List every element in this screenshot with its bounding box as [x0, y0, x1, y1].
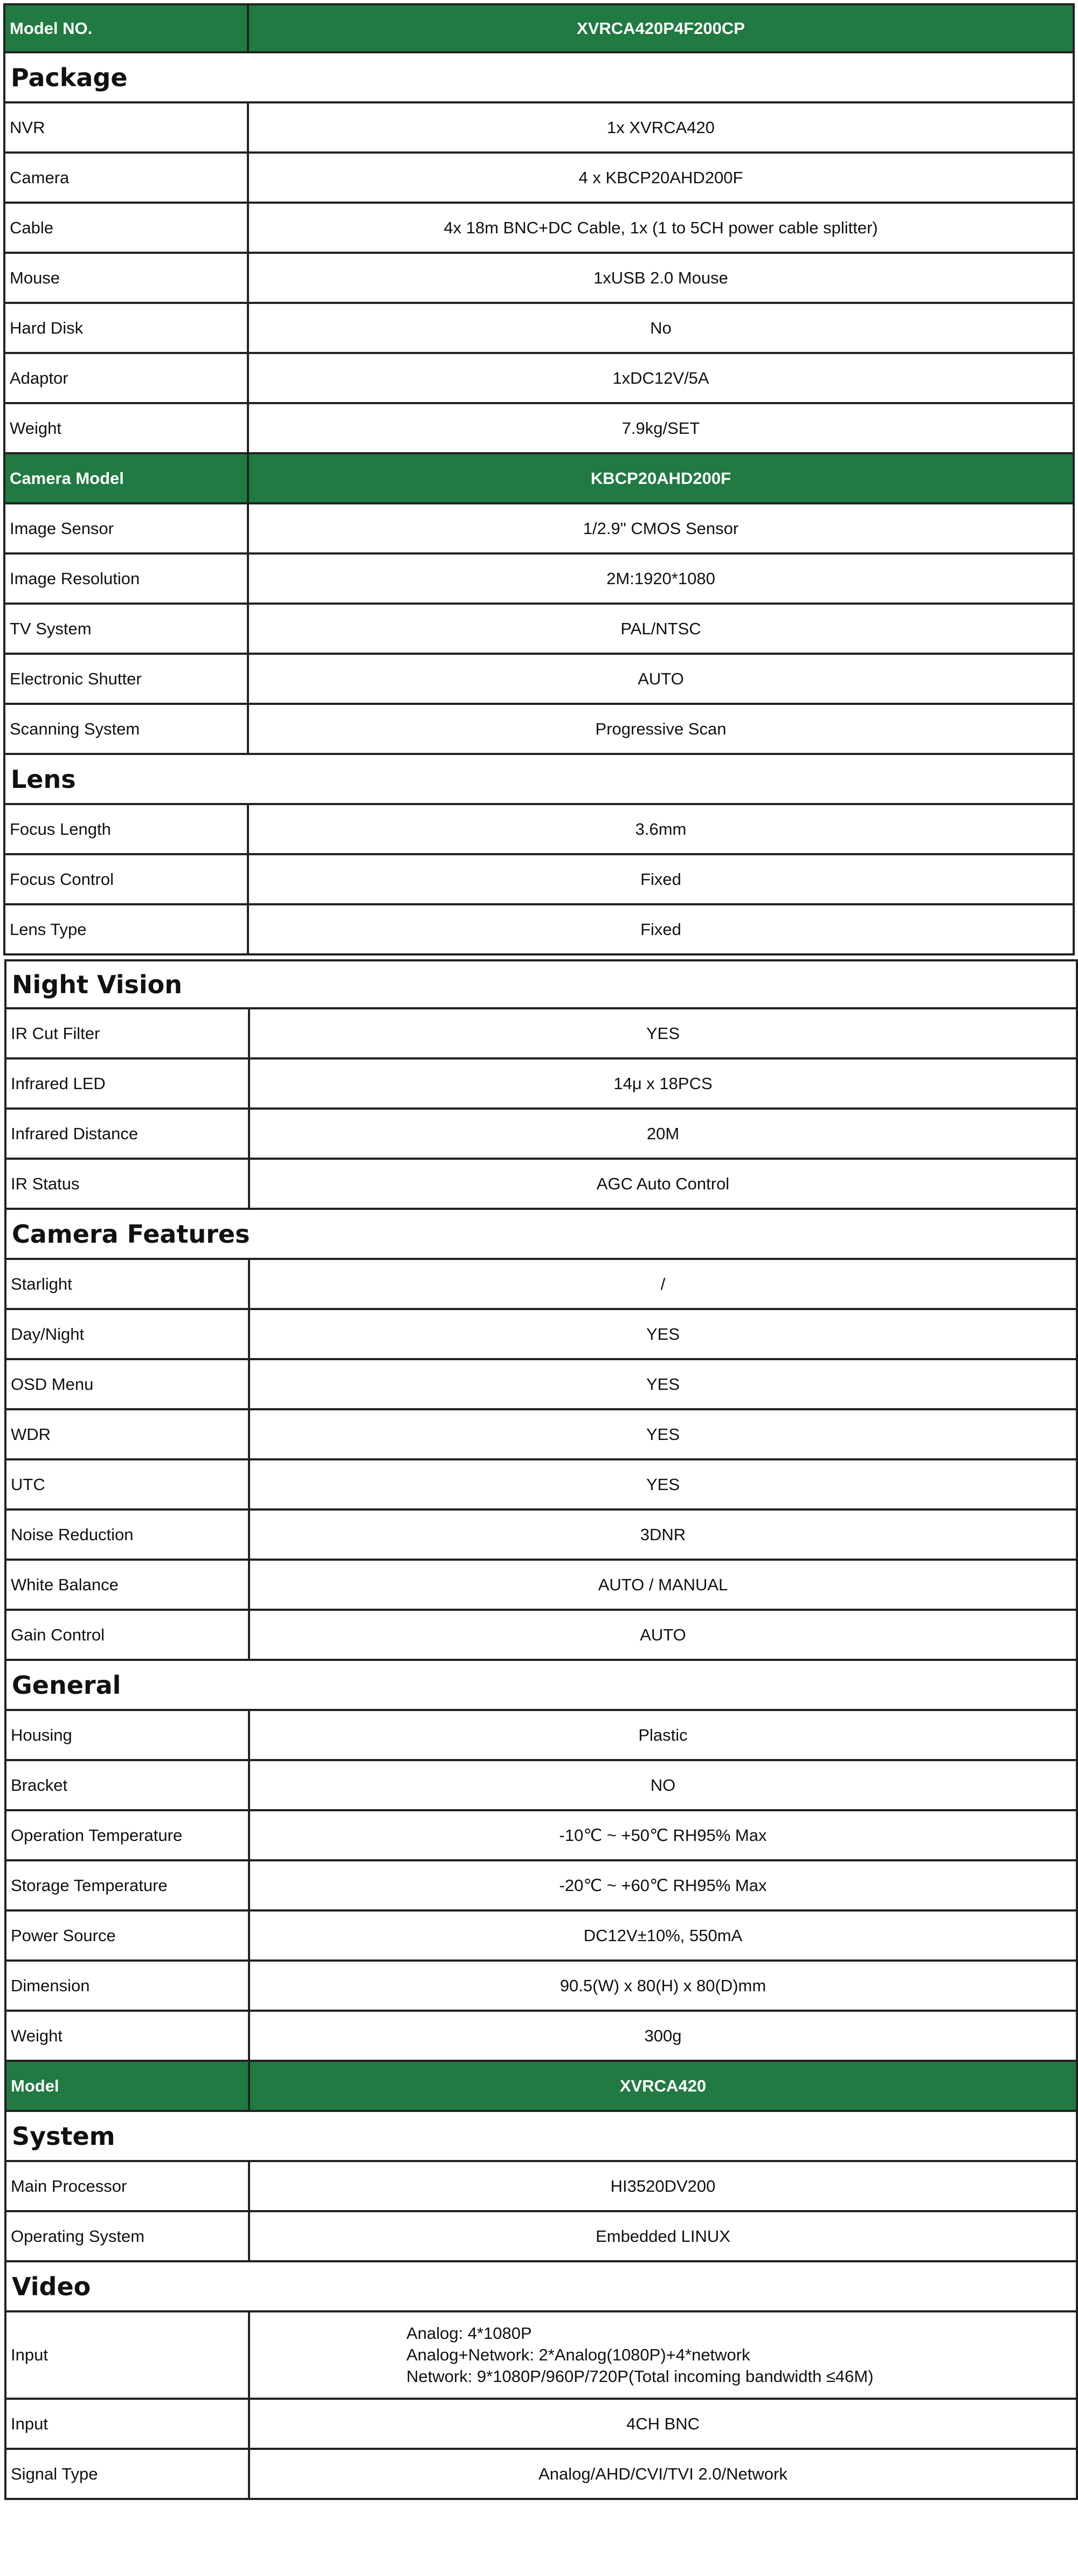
spec-value: 4CH BNC [626, 2414, 700, 2433]
spec-value: 3DNR [640, 1525, 686, 1544]
spec-label: WDR [6, 1410, 250, 1458]
spec-row [4, 1861, 1078, 1912]
spec-row [4, 1761, 1078, 1811]
spec-label: Scanning System [5, 705, 249, 753]
spec-row [3, 855, 1075, 905]
spec-row [4, 1611, 1078, 1661]
section-night-vision [4, 959, 1078, 1009]
input-line: Analog+Network: 2*Analog(1080P)+4*network [406, 2345, 750, 2364]
spec-value: 2M:1920*1080 [606, 569, 715, 588]
spec-label: Image Resolution [5, 555, 249, 603]
spec-label: Hard Disk [5, 304, 249, 352]
spec-value: YES [646, 1324, 680, 1344]
spec-value: 1x XVRCA420 [607, 117, 715, 137]
spec-value: 300g [644, 2026, 682, 2045]
spec-row [3, 254, 1075, 304]
spec-label: Image Sensor [5, 504, 249, 552]
spec-label: Bracket [6, 1761, 250, 1809]
spec-row [3, 103, 1075, 154]
spec-value-multiline [250, 2312, 1076, 2398]
spec-label: Electronic Shutter [5, 655, 249, 703]
spec-row [4, 1561, 1078, 1611]
spec-row [3, 204, 1075, 254]
spec-row [3, 655, 1075, 705]
model-no-row [3, 3, 1075, 53]
spec-row [3, 905, 1075, 955]
spec-row [3, 154, 1075, 204]
spec-label: Day/Night [6, 1310, 250, 1358]
spec-label: Input [6, 2312, 250, 2398]
spec-value: Fixed [640, 919, 681, 939]
spec-label: NVR [5, 103, 249, 151]
spec-row [4, 1962, 1078, 2012]
section-title: General [12, 1670, 121, 1700]
spec-value: 1xUSB 2.0 Mouse [593, 268, 728, 287]
model-no-label: Model NO. [5, 5, 249, 51]
spec-value: Embedded LINUX [596, 2226, 730, 2246]
spec-label: Dimension [6, 1962, 250, 2010]
spec-row [3, 354, 1075, 404]
spec-label: Storage Temperature [6, 1861, 250, 1909]
spec-value: 3.6mm [635, 819, 687, 839]
spec-row [3, 805, 1075, 855]
spec-value: 1/2.9" CMOS Sensor [583, 518, 739, 538]
spec-value: / [660, 1274, 666, 1293]
spec-value: -20℃ ~ +60℃ RH95% Max [559, 1875, 767, 1895]
spec-label: Infrared Distance [6, 1110, 250, 1158]
spec-value: AUTO / MANUAL [598, 1575, 728, 1594]
spec-value: HI3520DV200 [610, 2176, 716, 2196]
spec-label: TV System [5, 605, 249, 653]
spec-table-1 [3, 3, 1075, 955]
spec-row [4, 1410, 1078, 1460]
spec-value: AGC Auto Control [596, 1174, 730, 1193]
spec-value: No [650, 318, 672, 337]
spec-value: DC12V±10%, 550mA [583, 1926, 743, 1945]
section-lens [3, 755, 1075, 805]
section-camera-features [4, 1210, 1078, 1260]
spec-row-multiline [4, 2312, 1078, 2400]
spec-value: 4x 18m BNC+DC Cable, 1x (1 to 5CH power cable splitter) [444, 218, 878, 237]
spec-value: 1xDC12V/5A [612, 368, 709, 387]
section-system [4, 2112, 1078, 2162]
spec-value: PAL/NTSC [620, 619, 701, 638]
spec-value: 14μ x 18PCS [613, 1074, 713, 1093]
spec-value: YES [646, 1374, 680, 1394]
spec-row [4, 1009, 1078, 1060]
spec-value: Fixed [640, 869, 681, 889]
spec-value: AUTO [638, 669, 684, 688]
section-title: Package [11, 63, 128, 92]
spec-label: Power Source [6, 1912, 250, 1959]
spec-row [4, 2450, 1078, 2500]
spec-value: Plastic [638, 1725, 688, 1744]
spec-label: IR Cut Filter [6, 1009, 250, 1057]
spec-row [3, 404, 1075, 454]
section-title: System [12, 2121, 115, 2151]
spec-row [3, 705, 1075, 755]
spec-value: YES [646, 1474, 680, 1494]
spec-row [4, 2162, 1078, 2212]
spec-row [4, 1260, 1078, 1310]
spec-sheet [3, 3, 1075, 955]
spec-label: Camera [5, 154, 249, 202]
spec-row [4, 1511, 1078, 1561]
model-value: XVRCA420 [619, 2076, 707, 2095]
spec-value: Progressive Scan [595, 719, 727, 738]
spec-row [3, 304, 1075, 354]
spec-value: 7.9kg/SET [621, 418, 700, 438]
spec-label: Focus Length [5, 805, 249, 853]
spec-value: 20M [646, 1124, 680, 1143]
spec-row [4, 1160, 1078, 1210]
spec-label: OSD Menu [6, 1360, 250, 1408]
model-no-value: XVRCA420P4F200CP [577, 18, 745, 38]
spec-value: NO [650, 1775, 676, 1795]
spec-label: Main Processor [6, 2162, 250, 2210]
spec-row [3, 605, 1075, 655]
spec-label: Cable [5, 204, 249, 252]
spec-row [4, 2012, 1078, 2062]
section-package [3, 53, 1075, 103]
spec-row [4, 1310, 1078, 1360]
spec-row [4, 1811, 1078, 1861]
input-line: Network: 9*1080P/960P/720P(Total incoming bandwidth ≤46M) [406, 2367, 874, 2386]
spec-row [4, 1110, 1078, 1160]
spec-label: Mouse [5, 254, 249, 302]
spec-value: 4 x KBCP20AHD200F [578, 168, 743, 187]
spec-row [4, 1912, 1078, 1962]
camera-model-value: KBCP20AHD200F [590, 468, 731, 488]
section-title: Video [12, 2272, 91, 2301]
spec-label: White Balance [6, 1561, 250, 1609]
spec-row [4, 1360, 1078, 1410]
spec-label: Starlight [6, 1260, 250, 1308]
spec-row [4, 1060, 1078, 1110]
spec-row [4, 2212, 1078, 2262]
model-label: Model [6, 2062, 250, 2110]
section-title: Camera Features [12, 1219, 250, 1249]
spec-label: Operation Temperature [6, 1811, 250, 1859]
spec-label: Infrared LED [6, 1060, 250, 1107]
spec-label: Weight [6, 2012, 250, 2060]
camera-model-row [3, 454, 1075, 504]
section-general [4, 1661, 1078, 1711]
spec-value: AUTO [640, 1625, 686, 1644]
spec-label: IR Status [6, 1160, 250, 1208]
spec-row [4, 1460, 1078, 1511]
spec-value: YES [646, 1424, 680, 1444]
spec-label: Operating System [6, 2212, 250, 2260]
spec-label: Noise Reduction [6, 1511, 250, 1559]
input-line: Analog: 4*1080P [406, 2324, 532, 2343]
spec-label: Gain Control [6, 1611, 250, 1659]
spec-label: Housing [6, 1711, 250, 1759]
spec-label: Signal Type [6, 2450, 250, 2498]
spec-value: YES [646, 1023, 680, 1043]
spec-label: Weight [5, 404, 249, 452]
spec-row [4, 1711, 1078, 1761]
spec-value: 90.5(W) x 80(H) x 80(D)mm [559, 1976, 766, 1995]
spec-value: Analog/AHD/CVI/TVI 2.0/Network [538, 2464, 787, 2483]
spec-value: -10℃ ~ +50℃ RH95% Max [559, 1825, 767, 1845]
spec-row [3, 504, 1075, 555]
spec-row [3, 555, 1075, 605]
spec-label: Adaptor [5, 354, 249, 402]
spec-table-2 [4, 959, 1078, 2500]
spec-row [4, 2400, 1078, 2450]
section-title: Night Vision [12, 970, 183, 999]
section-video [4, 2262, 1078, 2312]
model-row [4, 2062, 1078, 2112]
spec-label: Focus Control [5, 855, 249, 903]
section-title: Lens [11, 764, 76, 794]
camera-model-label: Camera Model [5, 454, 249, 502]
spec-label: UTC [6, 1460, 250, 1508]
spec-label: Lens Type [5, 905, 249, 953]
spec-label: Input [6, 2400, 250, 2448]
